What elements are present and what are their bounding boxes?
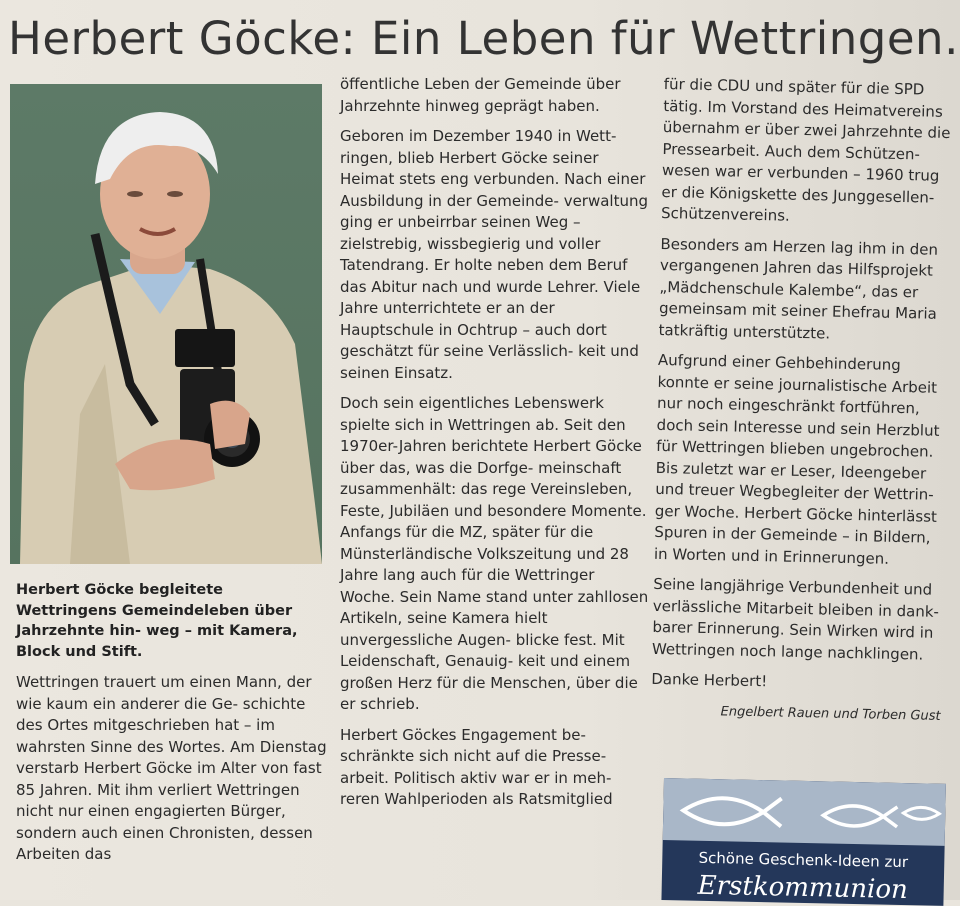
article-column-3 [650,74,953,727]
photo-caption: Herbert Göcke begleitete Wettringens Gemeindeleben über Jahrzehnte hin- weg – mit Kamera, Block und Stift. [16,582,298,660]
article-headline: Herbert Göcke: Ein Leben für Wettringen. [8,12,959,65]
paragraph: Wettringen trauert um einen Mann, der wie kaum ein anderer die Ge- schichte des Ortes mitgeschrieben hat – im wahrsten Sinne des Wortes. Am Dienstag verstarb Herbert Göcke im Alter von fast 85 Jahren. Mit ihm verliert Wettringen nicht nur einen engagierten Bürger, sondern auch einen Chronisten, dessen Arbeiten das [16,673,327,863]
paragraph: Doch sein eigentliches Lebenswerk spielte sich in Wettringen ab. Seit den 1970er-Jahren berichtete Herbert Göcke über das, was die Dorfge- meinschaft zusammenhält: das rege Vereinsleben, Feste, Jubiläen und besondere Momente. Anfangs für die MZ, später für die Münsterländische Volkszeitung und 28 Jahre lang auch für die Wettringer Woche. Sein Name stand unter zahllosen Artikeln, seine Kamera hielt unvergessliche Augen- blicke fest. Mit Leidenschaft, Genauig- keit und einem großen Herz für die Menschen, über die er schrieb. [340,394,649,713]
article-column-1 [16,672,328,875]
paragraph: Aufgrund einer Gehbehinderung konnte er seine journalistische Arbeit nur noch eingeschränkt fortführen, doch sein Interesse und sein Herzblut für Wettringen blieben ungebrochen. Bis zuletzt war er Leser, Ideengeber und treuer Wegbegleiter der Wettrin- ger Woche. Herbert Göcke hinterlässt Spuren in der Gemeinde – in Bildern, in Worten und in Erinnerungen. [653,350,940,568]
ad-headline: Schöne Geschenk-Ideen zur [698,848,909,872]
paragraph: Herbert Göckes Engagement be- schränkte sich nicht auf die Presse- arbeit. Politisch aktiv war er in meh- reren Wahlperioden als Ratsmitglied [340,725,613,808]
paragraph: Geboren im Dezember 1940 in Wett- ringen, blieb Herbert Göcke seiner Heimat stets eng verbunden. Nach einer Ausbildung in der Gemeinde- verwaltung ging er unbeirrbar seinen Weg – zielstrebig, wissbegierig und voller Tatendrang. Er holte neben dem Beruf das Abitur nach und wurde Lehrer. Viele Jahre unterrichtete er an der Hauptschule in Ochtrup – auch dort geschätzt für seine Verlässlich- keit und seinen Einsatz. [340,127,649,382]
fish-icon [663,778,946,846]
ad-symbol-band [663,778,946,846]
paragraph: Besonders am Herzen lag ihm in den vergangenen Jahren das Hilfsprojekt „Mädchenschule Kalembe“, das er gemeinsam mit seiner Ehefrau Maria tatkräftig unterstützte. [658,234,939,343]
paragraph: für die CDU und später für die SPD tätig. Im Vorstand des Heimatvereins übernahm er über zwei Jahrzehnte die Pressearbeit. Auch dem Schützen- wesen war er verbunden – 1960 trug er die Königskette des Junggesellen- Schützenvereins. [660,74,951,225]
ad-script-text: Erstkommunion [697,870,909,906]
author-signature: Engelbert Rauen und Torben Gust [720,703,941,724]
article-column-2 [340,74,652,820]
paragraph: Seine langjährige Verbundenheit und verlässliche Mitarbeit bleiben in dank- barer Erinnerung. Sein Wirken wird in Wettringen noch lange nachklingen. [651,574,940,664]
paragraph-thanks: Danke Herbert! [651,669,768,691]
photo-illustration [10,84,322,564]
paragraph: öffentliche Leben der Gemeinde über Jahrzehnte hinweg geprägt haben. [340,75,621,115]
man-with-camera-photo [10,84,322,564]
advertisement-box [661,778,945,906]
